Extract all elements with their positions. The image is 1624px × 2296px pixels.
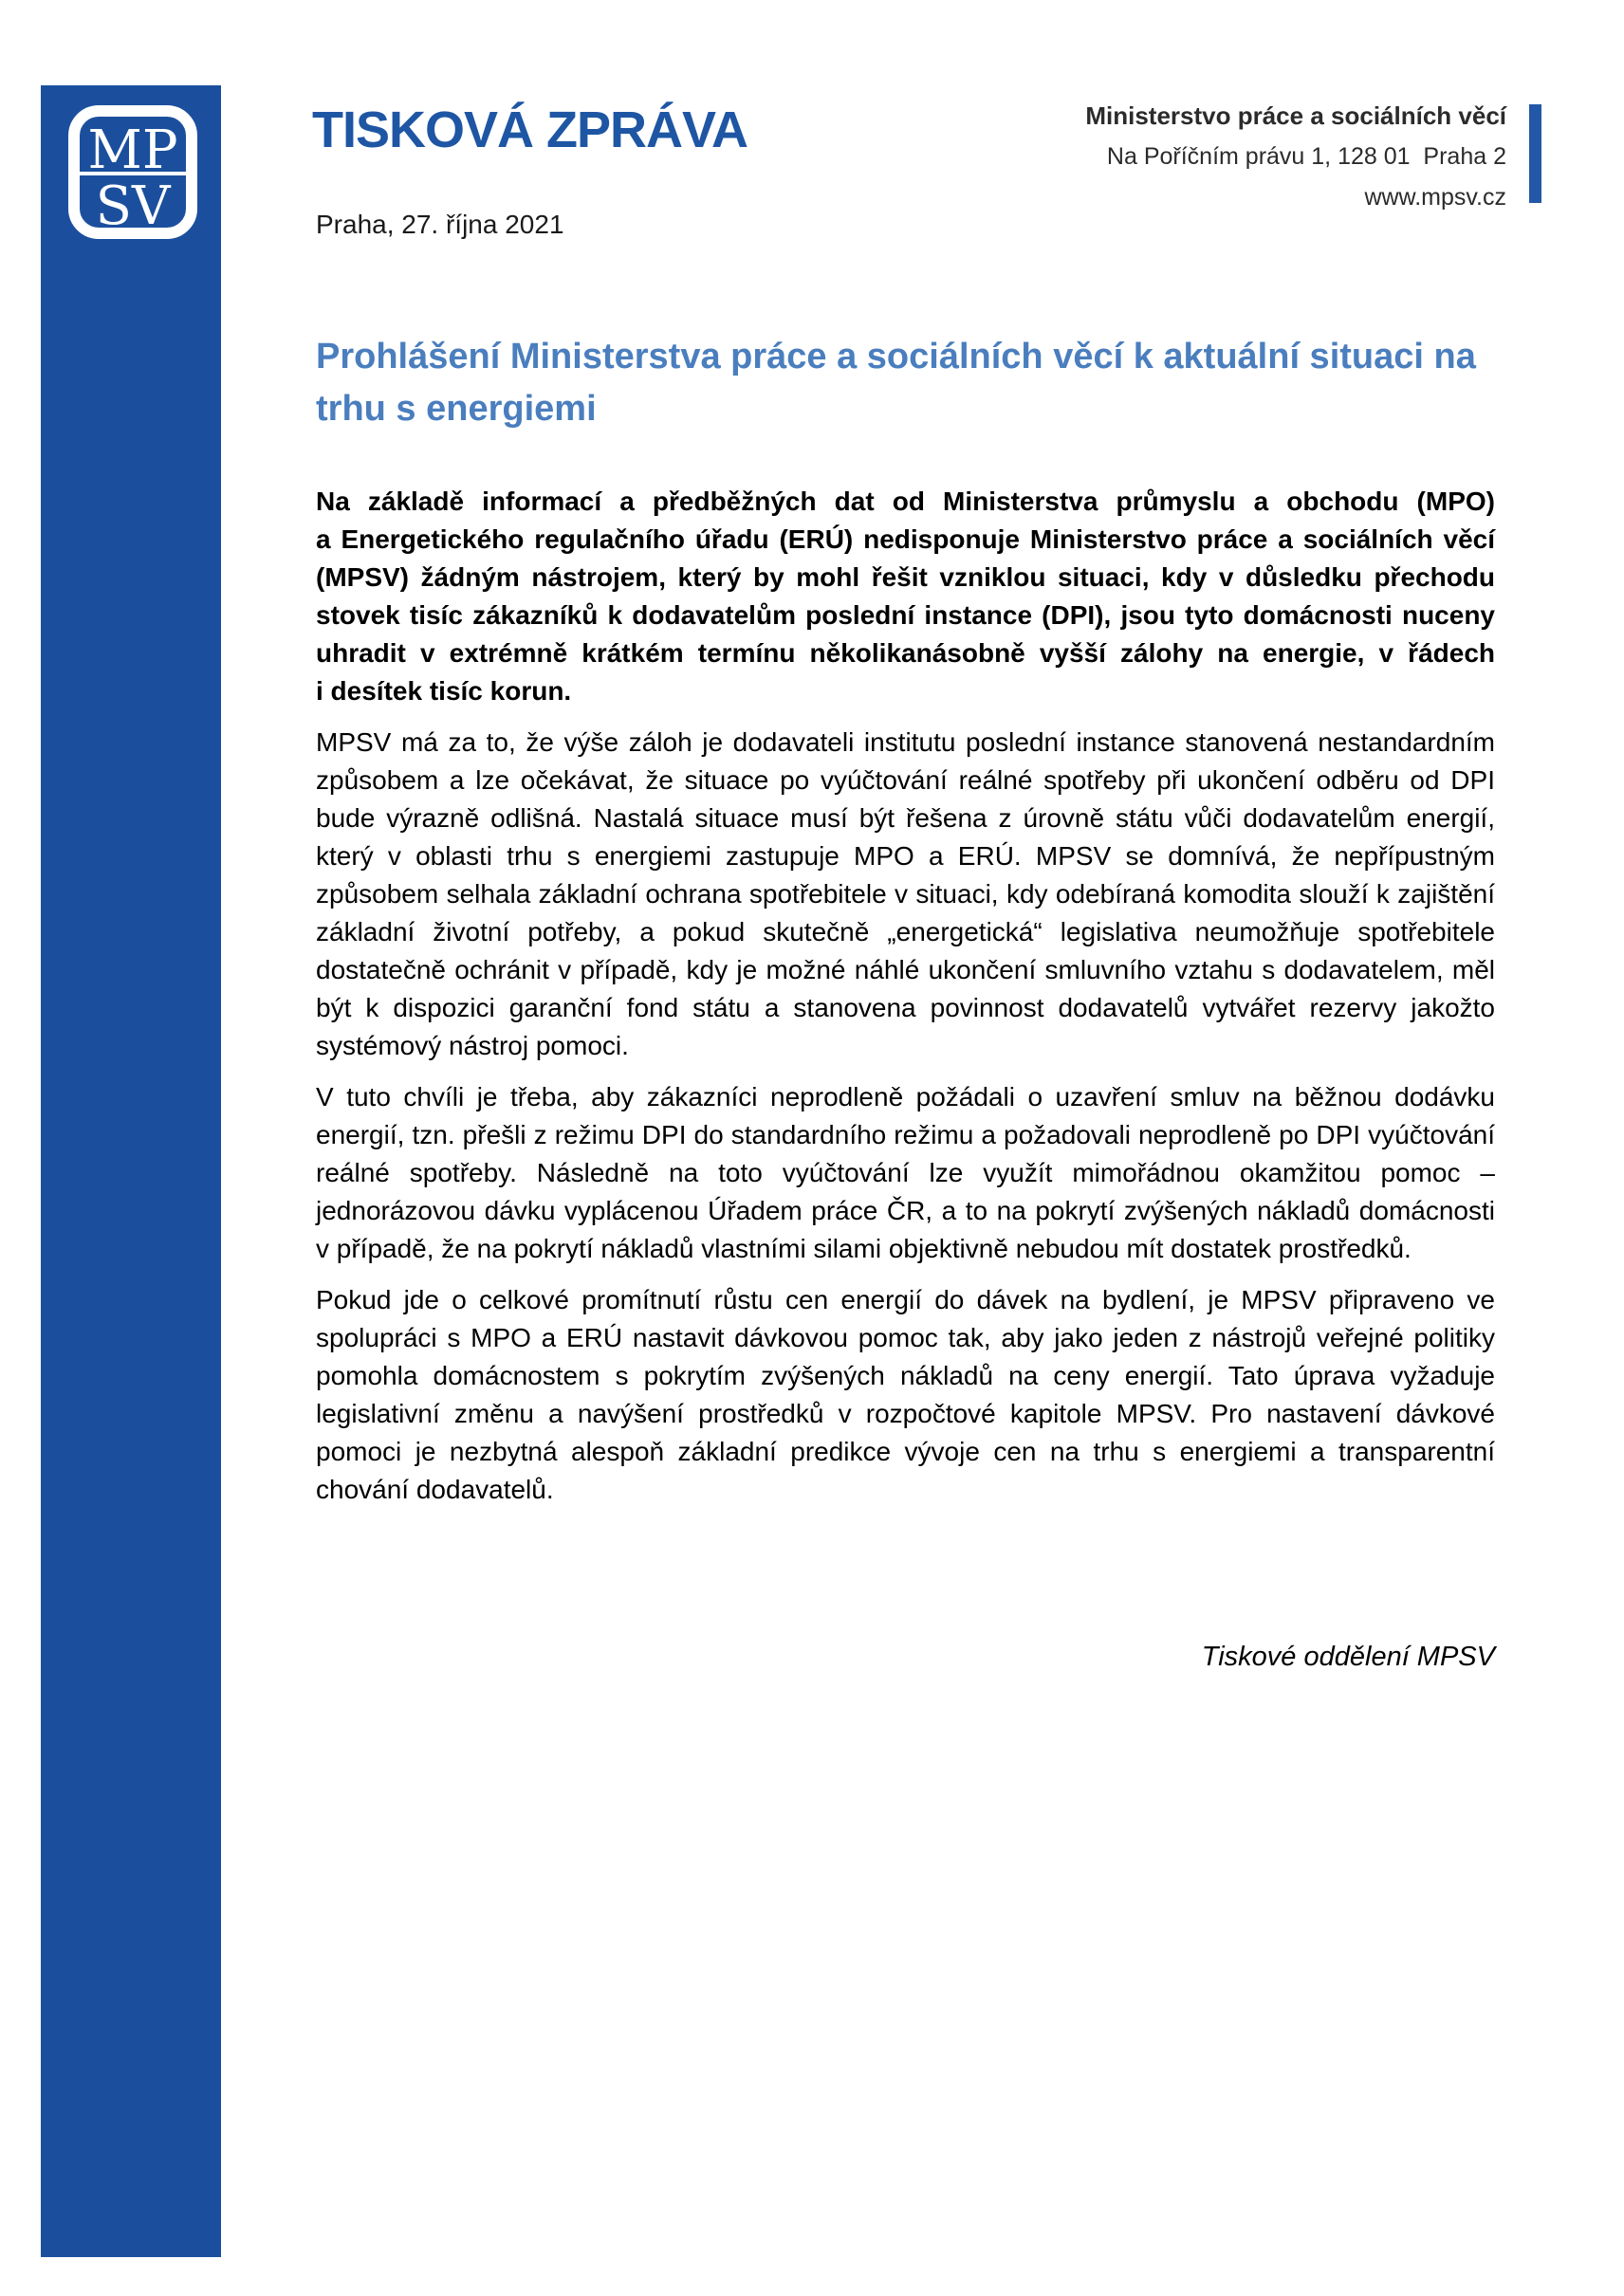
website-link[interactable]: www.mpsv.cz xyxy=(1364,184,1506,211)
masthead-title: TISKOVÁ ZPRÁVA xyxy=(312,101,748,158)
signature: Tiskové oddělení MPSV xyxy=(1201,1642,1495,1672)
article-paragraph: Pokud jde o celkové promítnutí růstu cen energií do dávek na bydlení, je MPSV připraveno ve spolupráci s MPO a ERÚ nastavit dávkovou pomoc tak, aby jako jeden z nástrojů veřejné politiky pomohla domácnostem s pokrytím zvýšených nákladů na ceny energií. Tato úprava vyžaduje legislativní změnu a navýšení prostředků v rozpočtové kapitole MPSV. Pro nastavení dávkové pomoci je nezbytná alespoň základní predikce vývoje cen na trhu s energiemi a transparentní chování dodavatelů. xyxy=(316,1285,1495,1504)
article-title: Prohlášení Ministerstva práce a sociálních věcí k aktuální situaci na trhu s energiemi xyxy=(316,337,1476,429)
logo-sv-text: SV xyxy=(95,175,171,237)
dateline: Praha, 27. října 2021 xyxy=(316,210,564,239)
left-accent-bar xyxy=(41,85,221,2257)
article-paragraph: V tuto chvíli je třeba, aby zákazníci neprodleně požádali o uzavření smluv na běžnou dodávku energií, tzn. přešli z režimu DPI do standardního režimu a požadovali neprodleně po DPI vyúčtování reálné spotřeby. Následně na toto vyúčtování lze využít mimořádnou okamžitou pomoc – jednorázovou dávku vyplácenou Úřadem práce ČR, a to na pokrytí zvýšených nákladů domácnosti v případě, že na pokrytí nákladů vlastními silami objektivně nebudou mít dostatek prostředků. xyxy=(316,1082,1495,1263)
mpsv-logo-icon xyxy=(68,105,197,239)
contact-accent-bar xyxy=(1529,104,1541,203)
ministry-address: Na Poříčním právu 1, 128 01 Praha 2 xyxy=(1106,143,1506,170)
ministry-name: Ministerstvo práce a sociálních věcí xyxy=(1085,101,1506,130)
article-paragraph: MPSV má za to, že výše záloh je dodavateli institutu poslední instance stanovená nestandardním způsobem a lze očekávat, že situace po vyúčtování reálné spotřeby při ukončení odběru od DPI bude výrazně odlišná. Nastalá situace musí být řešena z úrovně státu vůči dodavatelům energií, který v oblasti trhu s energiemi zastupuje MPO a ERÚ. MPSV se domnívá, že nepřípustným způsobem selhala základní ochrana spotřebitele v situaci, kdy odebíraná komodita slouží k zajištění základní životní potřeby, a pokud skutečně „energetická“ legislativa neumožňuje spotřebitele dostatečně ochránit v případě, kdy je možné náhlé ukončení smluvního vztahu s dodavatelem, měl být k dispozici garanční fond státu a stanovena povinnost dodavatelů vytvářet rezervy jakožto systémový nástroj pomoci. xyxy=(316,727,1495,1060)
contact-block xyxy=(1085,96,1506,218)
logo-mp-text: MP xyxy=(87,119,178,181)
article xyxy=(316,331,1495,1673)
article-paragraph: Na základě informací a předběžných dat od Ministerstva průmyslu a obchodu (MPO) a Energetického regulačního úřadu (ERÚ) nedisponuje Ministerstvo práce a sociálních věcí (MPSV) žádným nástrojem, který by mohl řešit vzniklou situaci, kdy v důsledku přechodu stovek tisíc zákazníků k dodavatelům poslední instance (DPI), jsou tyto domácnosti nuceny uhradit v extrémně krátkém termínu několikanásobně vyšší zálohy na energie, v řádech i desítek tisíc korun. xyxy=(316,487,1495,706)
